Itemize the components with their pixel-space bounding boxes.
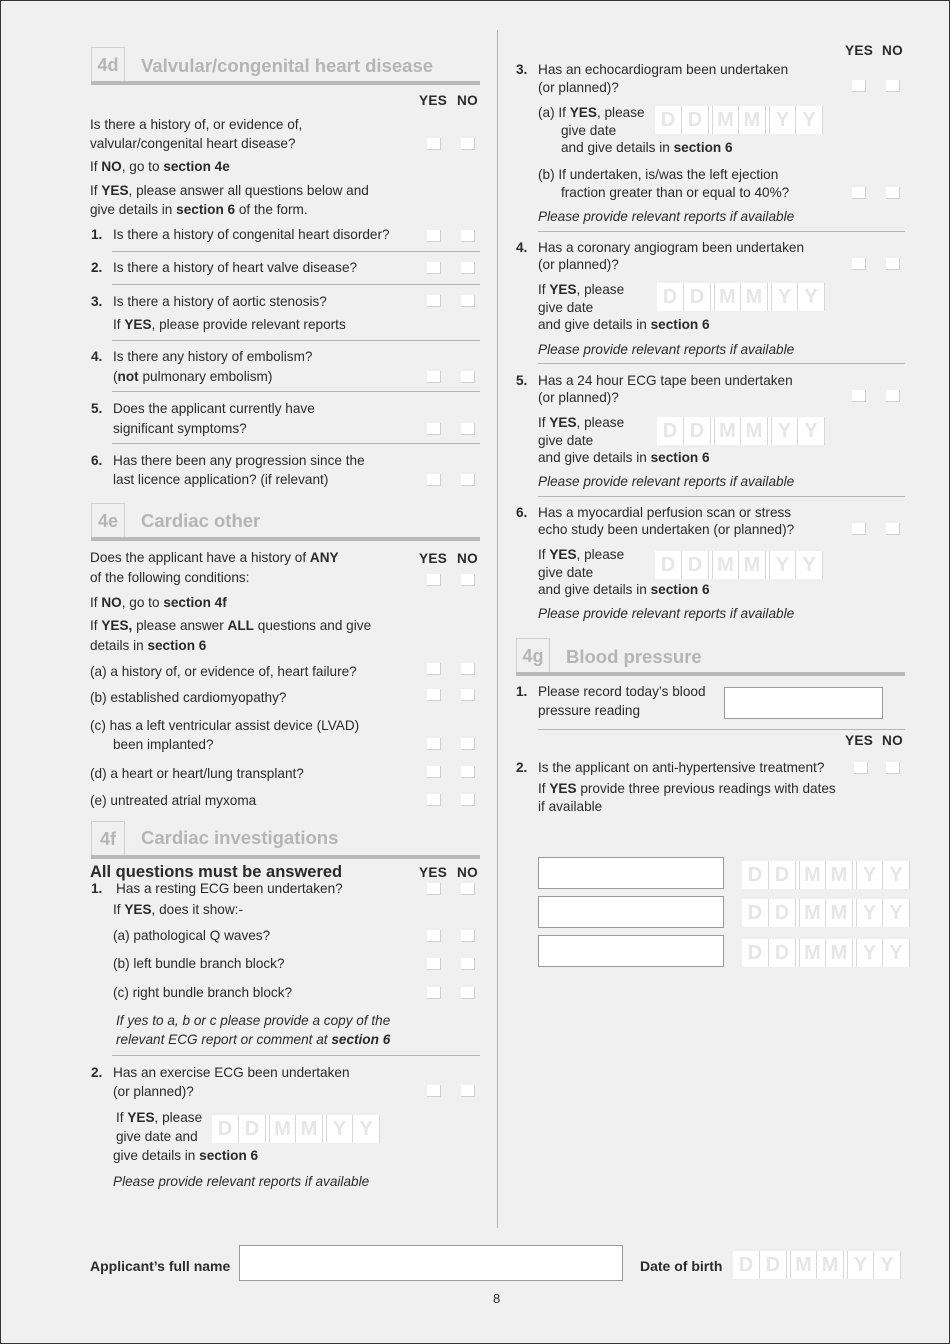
s4d-q4-number: 4. (91, 349, 103, 364)
s4e-d-no-checkbox[interactable] (461, 766, 475, 778)
s4d-q5-number: 5. (91, 401, 103, 416)
no-header: NO (457, 551, 478, 566)
s4g-q1-text2: pressure reading (538, 703, 641, 718)
section-4f-code: 4f (91, 821, 125, 855)
s4f-q6-give: give date (538, 565, 594, 580)
s4d-q4-text2: (not pulmonary embolism) (113, 369, 273, 384)
s4e-b-no-checkbox[interactable] (461, 689, 475, 701)
s4f-q1c-yes-checkbox[interactable] (427, 987, 441, 999)
s4f-q2-give: give date and (116, 1129, 198, 1144)
s4d-intro-yes-checkbox[interactable] (427, 138, 441, 150)
s4d-q5-text2: significant symptoms? (113, 421, 247, 436)
s4d-q4-yes-checkbox[interactable] (427, 371, 441, 383)
s4d-intro-line1: Is there a history of, or evidence of, (90, 117, 303, 132)
bp-reading-2-date-field[interactable]: D D M M Y Y (742, 899, 910, 927)
section-4g-bar (516, 672, 905, 676)
section-4d-title: Valvular/congenital heart disease (141, 55, 434, 76)
divider (538, 363, 905, 364)
s4d-q2-number: 2. (91, 260, 103, 275)
s4d-q3-no-checkbox[interactable] (461, 295, 475, 307)
s4f-q3b-no-checkbox[interactable] (886, 187, 900, 199)
s4f-q3-yes-checkbox[interactable] (852, 80, 866, 92)
s4d-q3-sub: If YES, please provide relevant reports (113, 317, 346, 332)
s4f-q4-text: Has a coronary angiogram been undertaken (538, 240, 805, 255)
s4e-e-text: (e) untreated atrial myxoma (90, 793, 257, 808)
s4f-q4-number: 4. (516, 240, 528, 255)
s4f-q5-text2: (or planned)? (538, 390, 619, 405)
bp-today-input[interactable] (724, 687, 883, 719)
s4g-q2-sub2: if available (538, 799, 603, 814)
s4f-q1a-no-checkbox[interactable] (461, 930, 475, 942)
s4f-q1c-text: (c) right bundle branch block? (113, 985, 293, 1000)
bp-reading-1-date-field[interactable]: D D M M Y Y (742, 861, 910, 889)
s4f-q4-if: If YES, please (538, 282, 625, 297)
s4f-q3-no-checkbox[interactable] (886, 80, 900, 92)
s4f-q4-details: and give details in section 6 (538, 317, 710, 332)
s4d-q2-text: Is there a history of heart valve disease? (113, 260, 358, 275)
s4e-e-yes-checkbox[interactable] (427, 794, 441, 806)
s4f-q6-number: 6. (516, 505, 528, 520)
yes-header: YES (419, 551, 448, 566)
s4f-q1b-yes-checkbox[interactable] (427, 958, 441, 970)
s4g-q2-no-checkbox[interactable] (886, 762, 900, 774)
bp-reading-1-input[interactable] (538, 857, 724, 889)
s4f-q5-if: If YES, please (538, 415, 625, 430)
s4d-q6-no-checkbox[interactable] (461, 474, 475, 486)
s4d-q5-no-checkbox[interactable] (461, 423, 475, 435)
divider (112, 391, 480, 392)
s4e-if-yes: If YES, please answer ALL questions and give (90, 618, 372, 633)
s4f-q3a-date-field[interactable]: D D M M Y Y (655, 106, 823, 134)
s4d-q1-yes-checkbox[interactable] (427, 230, 441, 242)
section-4g-code: 4g (516, 638, 550, 672)
bp-reading-3-input[interactable] (538, 935, 724, 967)
no-header: NO (882, 733, 903, 748)
page-number: 8 (493, 1291, 501, 1306)
s4e-intro-line2: of the following conditions: (90, 570, 250, 585)
s4f-q1-sub: If YES, does it show:- (113, 902, 243, 917)
divider (538, 729, 905, 730)
s4f-q3-number: 3. (516, 62, 528, 77)
yes-header: YES (845, 43, 874, 58)
s4f-q6-details: and give details in section 6 (538, 582, 710, 597)
column-divider (497, 30, 498, 1228)
s4f-q1a-text: (a) pathological Q waves? (113, 928, 271, 943)
s4f-q3-text2: (or planned)? (538, 80, 619, 95)
s4f-q1-no-checkbox[interactable] (461, 883, 475, 895)
s4f-all-answered: All questions must be answered (90, 863, 343, 881)
s4f-q6-date-field[interactable]: D D M M Y Y (655, 551, 823, 579)
s4g-q1-number: 1. (516, 684, 528, 699)
applicant-name-label: Applicant’s full name (90, 1258, 231, 1274)
s4f-q5-date-field[interactable]: D D M M Y Y (657, 417, 825, 445)
section-4d-code: 4d (91, 47, 125, 81)
s4f-q2-details: give details in section 6 (113, 1148, 259, 1163)
s4d-q5-text: Does the applicant currently have (113, 401, 315, 416)
s4f-q5-no-checkbox[interactable] (886, 390, 900, 402)
s4f-q1-text: Has a resting ECG been undertaken? (116, 881, 343, 896)
s4d-q3-number: 3. (91, 294, 103, 309)
s4e-intro-line1: Does the applicant have a history of ANY (90, 550, 339, 565)
s4g-q2-number: 2. (516, 760, 528, 775)
s4f-q1b-no-checkbox[interactable] (461, 958, 475, 970)
section-4f-title: Cardiac investigations (141, 827, 339, 848)
s4f-q1c-no-checkbox[interactable] (461, 987, 475, 999)
s4f-q5-give: give date (538, 433, 594, 448)
s4f-q4-yes-checkbox[interactable] (852, 258, 866, 270)
s4e-d-yes-checkbox[interactable] (427, 766, 441, 778)
s4e-c-no-checkbox[interactable] (461, 738, 475, 750)
s4d-q3-yes-checkbox[interactable] (427, 295, 441, 307)
section-4f-bar (91, 855, 480, 859)
s4d-q6-text: Has there been any progression since the (113, 453, 365, 468)
s4d-q6-yes-checkbox[interactable] (427, 474, 441, 486)
s4f-q6-reports: Please provide relevant reports if available (538, 606, 795, 621)
s4f-q6-text2: echo study been undertaken (or planned)? (538, 522, 795, 537)
s4d-q4-text: Is there any history of embolism? (113, 349, 313, 364)
s4e-d-text: (d) a heart or heart/lung transplant? (90, 766, 304, 781)
s4e-e-no-checkbox[interactable] (461, 794, 475, 806)
bp-reading-3-date-field[interactable]: D D M M Y Y (742, 939, 910, 967)
divider (538, 231, 905, 232)
s4e-a-text: (a) a history of, or evidence of, heart failure? (90, 664, 357, 679)
s4g-q2-yes-checkbox[interactable] (854, 762, 868, 774)
s4f-q6-text: Has a myocardial perfusion scan or stress (538, 505, 792, 520)
s4d-q1-text: Is there a history of congenital heart disorder? (113, 227, 390, 242)
section-4e-bar (91, 537, 480, 541)
s4f-q4-reports: Please provide relevant reports if available (538, 342, 795, 357)
s4f-q5-reports: Please provide relevant reports if available (538, 474, 795, 489)
dob-label: Date of birth (640, 1258, 723, 1274)
s4f-q2-reports: Please provide relevant reports if available (113, 1174, 370, 1189)
s4f-note-line1: If yes to a, b or c please provide a copy of the (116, 1013, 391, 1028)
section-4g-title: Blood pressure (566, 646, 702, 667)
dob-date-field[interactable]: D D M M Y Y (733, 1251, 901, 1279)
s4f-q3-text: Has an echocardiogram been undertaken (538, 62, 789, 77)
no-header: NO (457, 93, 478, 108)
divider (112, 443, 480, 444)
s4f-note-line2: relevant ECG report or comment at section 6 (116, 1032, 391, 1047)
s4d-q6-text2: last licence application? (if relevant) (113, 472, 329, 487)
s4f-q1a-yes-checkbox[interactable] (427, 930, 441, 942)
s4f-q6-if: If YES, please (538, 547, 625, 562)
divider (538, 496, 905, 497)
s4f-q3b-yes-checkbox[interactable] (852, 187, 866, 199)
s4f-q2-no-checkbox[interactable] (461, 1085, 475, 1097)
s4f-q6-no-checkbox[interactable] (886, 523, 900, 535)
s4f-q2-text2: (or planned)? (113, 1084, 194, 1099)
s4f-q3a-give: give date (561, 123, 617, 138)
divider (112, 340, 480, 341)
s4d-q4-no-checkbox[interactable] (461, 371, 475, 383)
s4f-q4-date-field[interactable]: D D M M Y Y (657, 283, 825, 311)
s4e-intro-yes-checkbox[interactable] (427, 574, 441, 586)
s4f-q4-give: give date (538, 300, 594, 315)
s4f-q4-text2: (or planned)? (538, 257, 619, 272)
divider (112, 1055, 480, 1056)
s4f-q2-yes-checkbox[interactable] (427, 1085, 441, 1097)
s4e-b-yes-checkbox[interactable] (427, 689, 441, 701)
s4f-q2-date-field[interactable]: D D M M Y Y (212, 1115, 380, 1143)
s4d-q6-number: 6. (91, 453, 103, 468)
s4d-q2-yes-checkbox[interactable] (427, 262, 441, 274)
s4e-b-text: (b) established cardiomyopathy? (90, 690, 287, 705)
s4d-intro-line2: valvular/congenital heart disease? (90, 136, 296, 151)
s4f-q5-yes-checkbox[interactable] (852, 390, 866, 402)
s4g-q2-sub: If YES provide three previous readings with dates (538, 781, 836, 796)
s4d-q1-no-checkbox[interactable] (461, 230, 475, 242)
s4f-q3-reports: Please provide relevant reports if available (538, 209, 795, 224)
s4e-if-no: If NO, go to section 4f (90, 595, 227, 610)
s4f-q3a-if: (a) If YES, please (538, 105, 645, 120)
s4d-q2-no-checkbox[interactable] (461, 262, 475, 274)
s4f-q2-if: If YES, please (116, 1110, 203, 1125)
bp-reading-2-input[interactable] (538, 896, 724, 928)
s4d-q5-yes-checkbox[interactable] (427, 423, 441, 435)
s4f-q3b-text: (b) If undertaken, is/was the left ejection (538, 167, 779, 182)
s4e-c-text2: been implanted? (113, 737, 214, 752)
s4e-if-yes-line2: details in section 6 (90, 638, 207, 653)
s4d-if-no: If NO, go to section 4e (90, 159, 230, 174)
s4g-q1-text: Please record today’s blood (538, 684, 706, 699)
section-4e-code: 4e (91, 503, 125, 537)
s4d-if-yes: If YES, please answer all questions below and (90, 183, 369, 198)
s4e-c-yes-checkbox[interactable] (427, 738, 441, 750)
s4e-a-no-checkbox[interactable] (461, 663, 475, 675)
section-4e-title: Cardiac other (141, 510, 261, 531)
section-4d-bar (91, 81, 480, 85)
s4f-q5-text: Has a 24 hour ECG tape been undertaken (538, 373, 793, 388)
s4f-q4-no-checkbox[interactable] (886, 258, 900, 270)
s4f-q1-yes-checkbox[interactable] (427, 883, 441, 895)
applicant-name-input[interactable] (239, 1245, 623, 1281)
divider (112, 284, 480, 285)
s4f-q3a-details: and give details in section 6 (561, 140, 733, 155)
yes-header: YES (419, 865, 448, 880)
s4g-q2-text: Is the applicant on anti-hypertensive treatment? (538, 760, 825, 775)
s4f-q6-yes-checkbox[interactable] (852, 523, 866, 535)
s4f-q2-number: 2. (91, 1065, 103, 1080)
s4f-q1-number: 1. (91, 881, 103, 896)
s4f-q1b-text: (b) left bundle branch block? (113, 956, 285, 971)
yes-header: YES (419, 93, 448, 108)
s4d-intro-no-checkbox[interactable] (461, 138, 475, 150)
s4f-q2-text: Has an exercise ECG been undertaken (113, 1065, 350, 1080)
s4e-intro-no-checkbox[interactable] (461, 574, 475, 586)
no-header: NO (882, 43, 903, 58)
s4f-q5-number: 5. (516, 373, 528, 388)
yes-header: YES (845, 733, 874, 748)
s4e-c-text: (c) has a left ventricular assist device (LVAD) (90, 718, 360, 733)
no-header: NO (457, 865, 478, 880)
s4f-q3b-text2: fraction greater than or equal to 40%? (561, 185, 790, 200)
s4d-q3-text: Is there a history of aortic stenosis? (113, 294, 327, 309)
s4e-a-yes-checkbox[interactable] (427, 663, 441, 675)
s4f-q5-details: and give details in section 6 (538, 450, 710, 465)
divider (112, 251, 480, 252)
s4d-q1-number: 1. (91, 227, 103, 242)
s4d-if-yes-line2: give details in section 6 of the form. (90, 202, 308, 217)
